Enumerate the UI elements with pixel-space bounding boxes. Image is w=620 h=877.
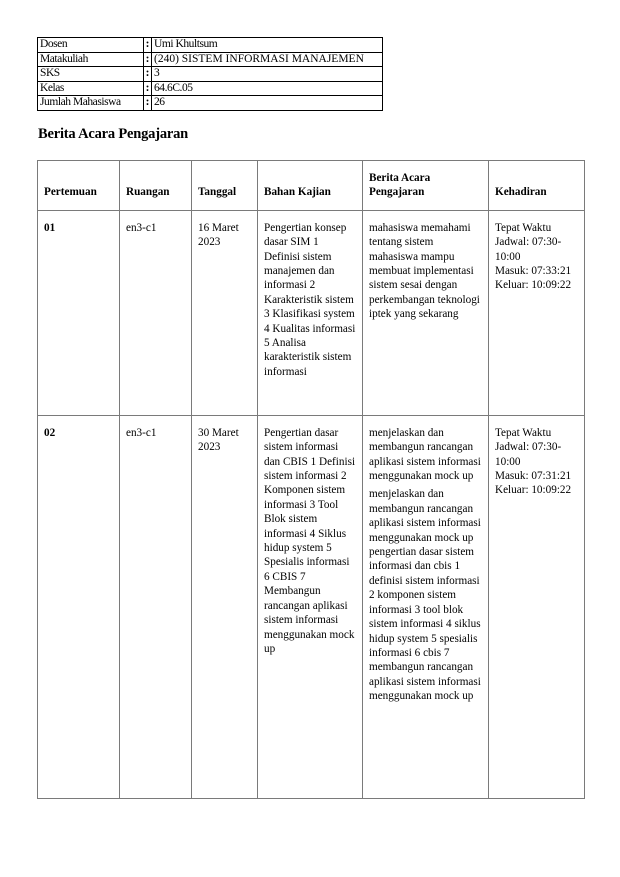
kehadiran-masuk: Masuk: 07:31:21 <box>495 470 572 483</box>
kehadiran-keluar: Keluar: 10:09:22 <box>495 279 572 292</box>
info-value-kelas: 64.6C.05 <box>152 81 383 96</box>
cell-kehadiran <box>489 415 585 798</box>
info-colon: : <box>144 81 152 96</box>
header-kehadiran: Kehadiran <box>489 161 585 211</box>
info-colon: : <box>144 52 152 67</box>
cell-berita-acara <box>363 210 489 415</box>
course-info-table <box>37 37 383 111</box>
info-colon: : <box>144 67 152 82</box>
info-value-jumlah: 26 <box>152 96 383 111</box>
cell-tanggal: 16 Maret 2023 <box>192 210 258 415</box>
cell-tanggal: 30 Maret 2023 <box>192 415 258 798</box>
header-tanggal: Tanggal <box>192 161 258 211</box>
info-label-kelas: Kelas <box>38 81 144 96</box>
table-row <box>38 415 585 798</box>
info-row-jumlah <box>38 96 383 111</box>
header-pertemuan: Pertemuan <box>38 161 120 211</box>
teaching-log-table <box>37 160 585 799</box>
kehadiran-masuk: Masuk: 07:33:21 <box>495 265 572 278</box>
info-colon: : <box>144 96 152 111</box>
cell-ruangan: en3-c1 <box>120 415 192 798</box>
info-row-sks <box>38 67 383 82</box>
info-label-sks: SKS <box>38 67 144 82</box>
info-value-matakuliah: (240) SISTEM INFORMASI MANAJEMEN <box>152 52 383 67</box>
kehadiran-jadwal: Jadwal: 07:30-10:00 <box>495 236 562 263</box>
cell-pertemuan: 02 <box>38 415 120 798</box>
header-berita-acara: Berita Acara Pengajaran <box>363 161 489 211</box>
header-ruangan: Ruangan <box>120 161 192 211</box>
cell-pertemuan: 01 <box>38 210 120 415</box>
cell-berita-acara <box>363 415 489 798</box>
info-value-dosen: Umi Khultsum <box>152 38 383 53</box>
kehadiran-jadwal: Jadwal: 07:30-10:00 <box>495 441 562 468</box>
info-colon: : <box>144 38 152 53</box>
info-row-kelas <box>38 81 383 96</box>
berita-paragraph: menjelaskan dan membangun rancangan aplikasi sistem informasi menggunakan mock up pengertian dasar sistem informasi dan cbis 1 definisi sistem informasi 2 komponen sistem informasi 3 tool blok sistem informasi 4 siklus hidup system 5 spesialis informasi 6 cbis 7 membangun rancangan aplikasi sistem informasi menggunakan mock up <box>369 488 481 703</box>
info-row-matakuliah <box>38 52 383 67</box>
cell-bahan-kajian: Pengertian konsep dasar SIM 1 Definisi sistem manajemen dan informasi 2 Karakteristik sistem 3 Klasifikasi system 4 Kualitas informasi 5 Analisa karakteristik sistem informasi <box>258 210 363 415</box>
info-row-dosen <box>38 38 383 53</box>
table-header-row <box>38 161 585 211</box>
cell-kehadiran <box>489 210 585 415</box>
info-label-dosen: Dosen <box>38 38 144 53</box>
cell-ruangan: en3-c1 <box>120 210 192 415</box>
info-label-jumlah: Jumlah Mahasiswa <box>38 96 144 111</box>
berita-paragraph: mahasiswa memahami tentang sistem mahasiswa mampu membuat implementasi sistem sesai dengan perkembangan teknologi iptek yang sekarang <box>369 221 480 321</box>
kehadiran-status: Tepat Waktu <box>495 426 552 439</box>
header-bahan-kajian: Bahan Kajian <box>258 161 363 211</box>
info-value-sks: 3 <box>152 67 383 82</box>
kehadiran-status: Tepat Waktu <box>495 221 552 234</box>
kehadiran-keluar: Keluar: 10:09:22 <box>495 484 572 497</box>
info-label-matakuliah: Matakuliah <box>38 52 144 67</box>
section-title: Berita Acara Pengajaran <box>38 126 189 142</box>
table-row <box>38 210 585 415</box>
cell-bahan-kajian: Pengertian dasar sistem informasi dan CBIS 1 Definisi sistem informasi 2 Komponen sistem informasi 3 Tool Blok sistem informasi 4 Siklus hidup system 5 Spesialis informasi 6 CBIS 7 Membangun rancangan aplikasi sistem informasi menggunakan mock up <box>258 415 363 798</box>
berita-paragraph: menjelaskan dan membangun rancangan aplikasi sistem informasi menggunakan mock up <box>369 426 481 483</box>
